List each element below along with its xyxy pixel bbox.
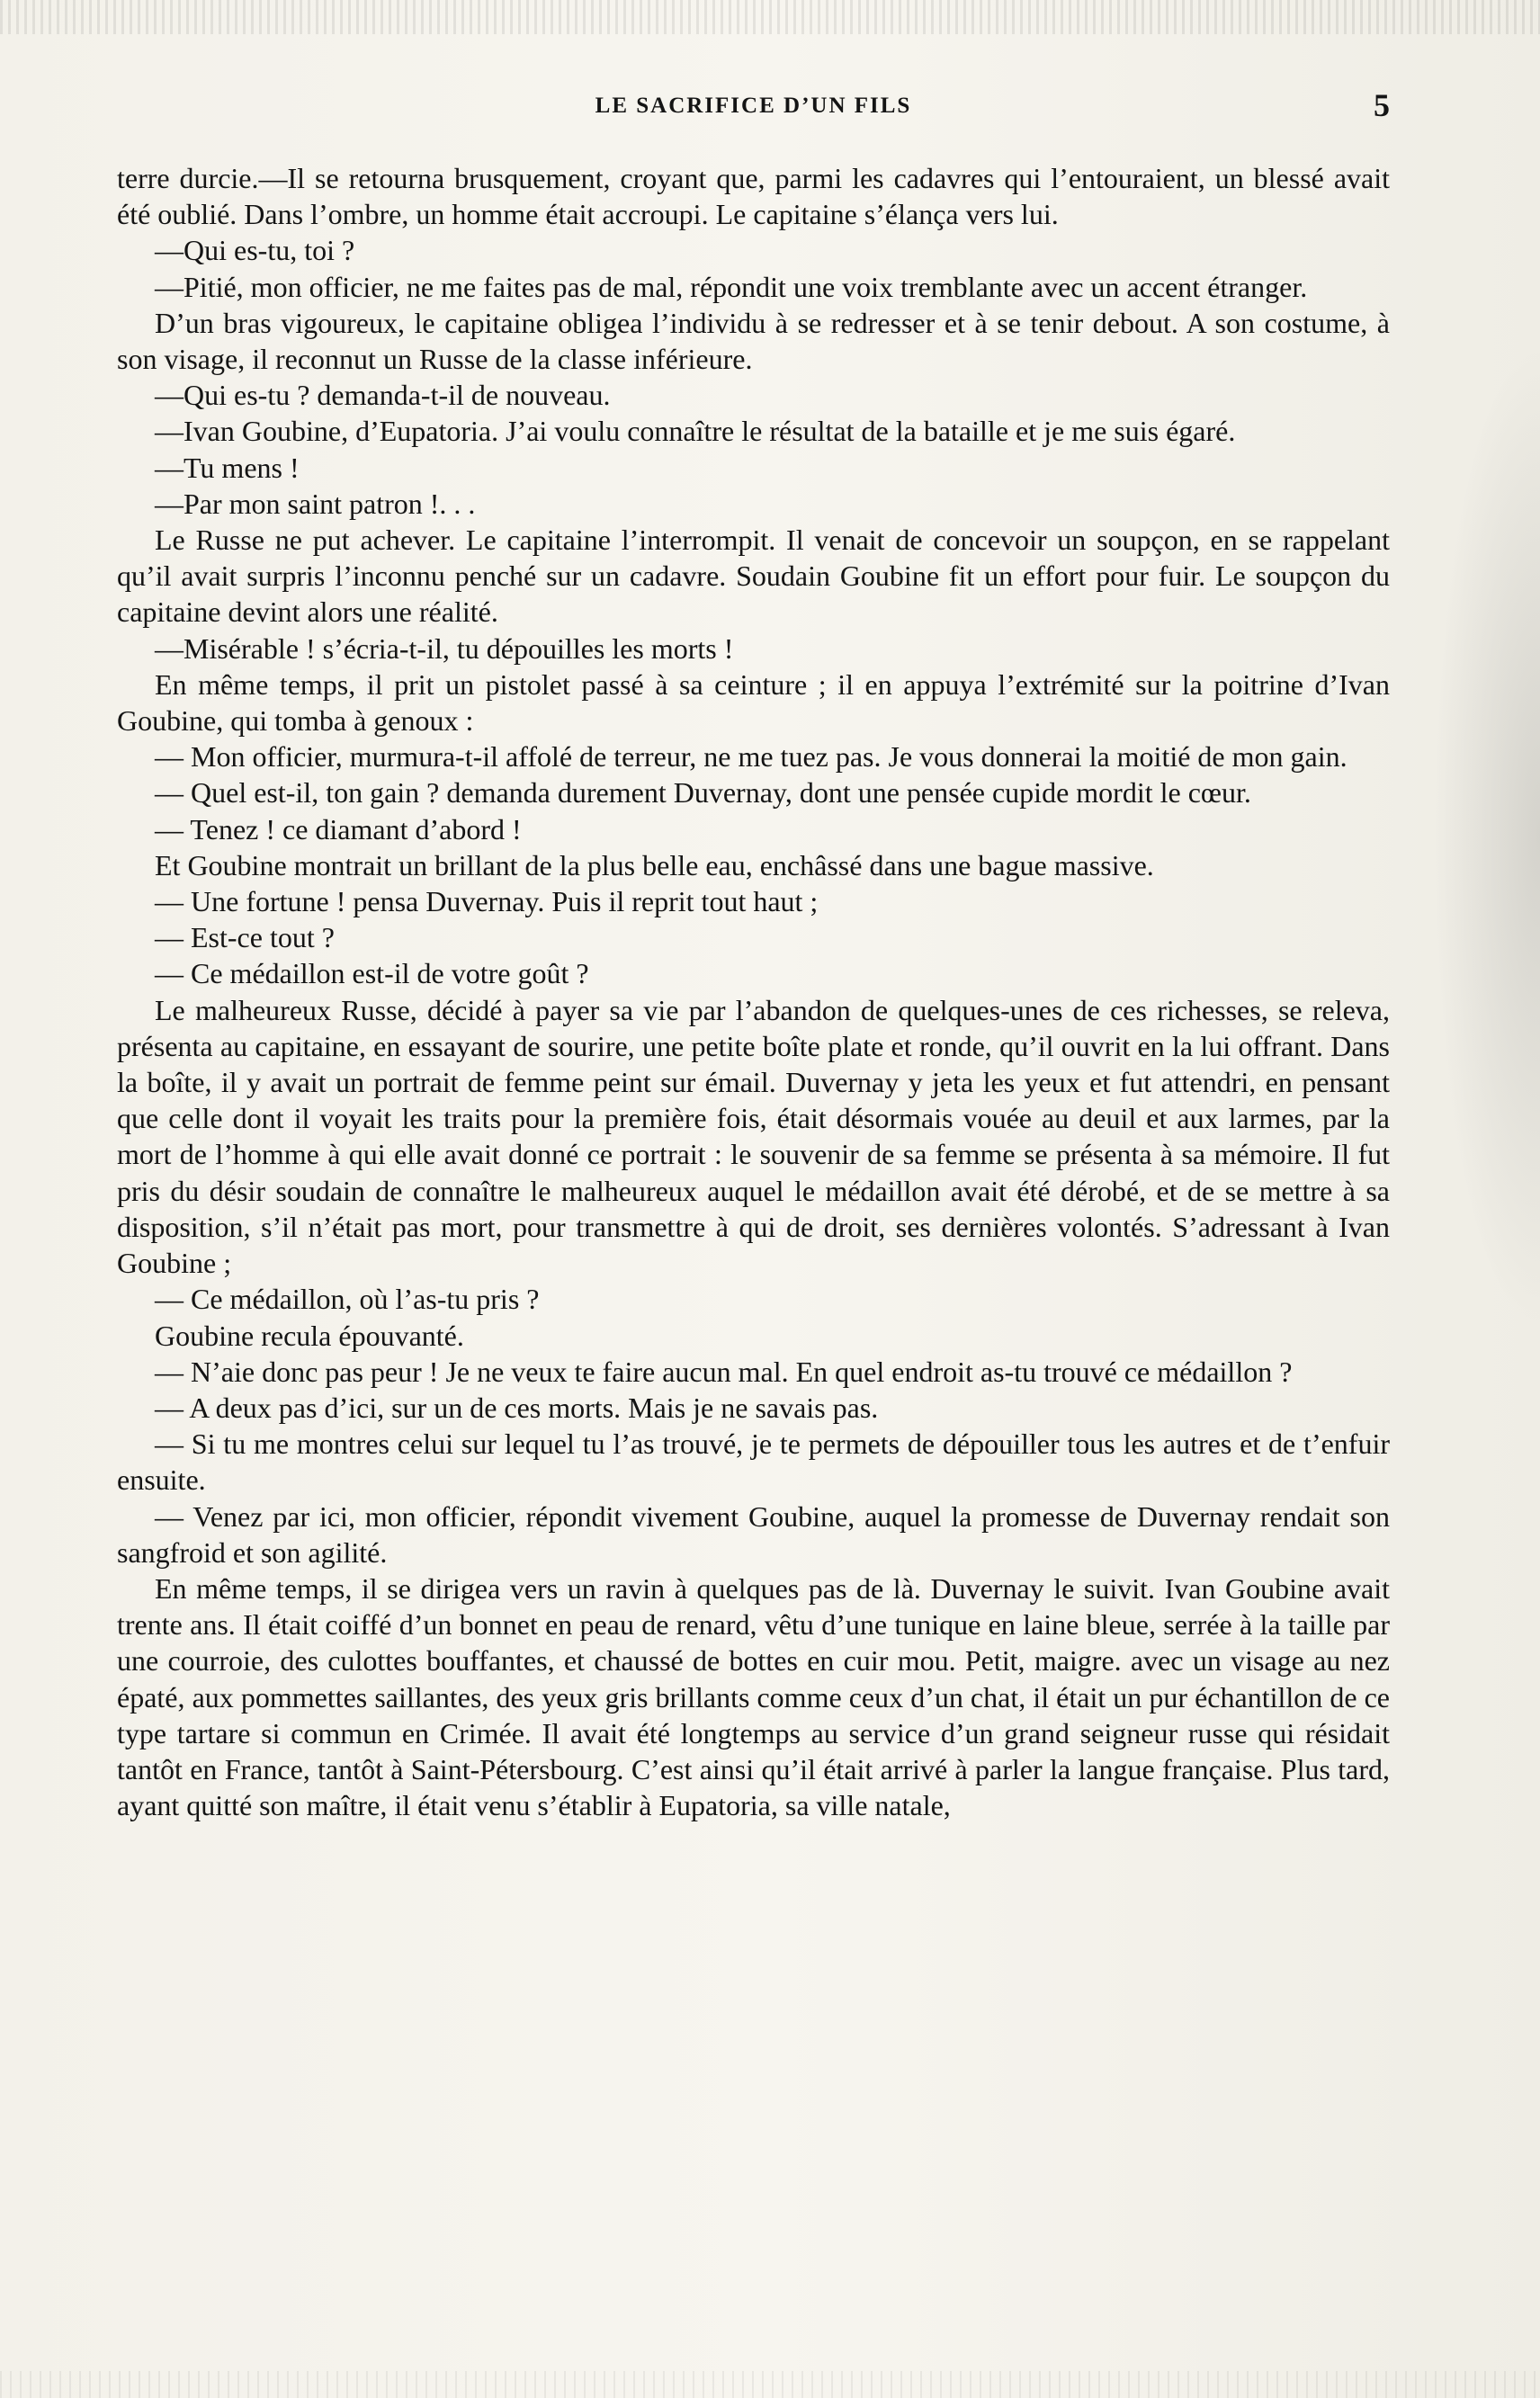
paragraph: — Si tu me montres celui sur lequel tu l’as trouvé, je te permets de dépouiller tous les autres et de t’enfuir ensuite.: [117, 1427, 1390, 1497]
paragraph: Le Russe ne put achever. Le capitaine l’interrompit. Il venait de concevoir un soupçon, en se rappelant qu’il avait surpris l’inconnu penché sur un cadavre. Soudain Goubine fit un effort pour fuir. Le soupçon du capitaine devint alors une réalité.: [117, 523, 1390, 629]
paragraph: Et Goubine montrait un brillant de la plus belle eau, enchâssé dans une bague massive.: [155, 848, 1154, 881]
page-number: 5: [1374, 87, 1390, 123]
paragraph: — Une fortune ! pensa Duvernay. Puis il reprit tout haut ;: [155, 885, 819, 918]
body-text: [117, 160, 1390, 1823]
paragraph: —Tu mens !: [155, 451, 300, 484]
paragraph: —Pitié, mon officier, ne me faites pas de mal, répondit une voix tremblante avec un accent étranger.: [155, 270, 1308, 303]
paragraph: —Misérable ! s’écria-t-il, tu dépouilles les morts !: [155, 631, 734, 665]
paragraph: En même temps, il se dirigea vers un ravin à quelques pas de là. Duvernay le suivit. Ivan Goubine avait trente ans. Il était coiffé d’un bonnet en peau de renard, vêtu d’une tunique en laine bleue, serrée à la taille par une courroie, des culottes bouffantes, et chaussé de bottes en cuir mou. Petit, maigre. avec un visage au nez épaté, aux pommettes saillantes, des yeux gris brillants comme ceux d’un chat, il était un pur échantillon de ce type tartare si commun en Crimée. Il avait été longtemps au service d’un grand seigneur russe qui résidait tantôt en France, tantôt à Saint-Pétersbourg. C’est ainsi qu’il était arrivé à parler la langue française. Plus tard, ayant quitté son maître, il était venu s’établir à Eupatoria, sa ville natale,: [117, 1571, 1390, 1822]
paragraph: — Ce médaillon est-il de votre goût ?: [155, 957, 589, 990]
paragraph: terre durcie.—Il se retourna brusquement, croyant que, parmi les cadavres qui l’entouraient, un blessé avait été oublié. Dans l’ombre, un homme était accroupi. Le capitaine s’élança vers lui.: [117, 162, 1390, 231]
paragraph: — Quel est-il, ton gain ? demanda durement Duvernay, dont une pensée cupide mordit le cœur.: [155, 776, 1251, 810]
running-title: LE SACRIFICE D’UN FILS: [595, 94, 912, 118]
paragraph: Le malheureux Russe, décidé à payer sa vie par l’abandon de quelques-unes de ces richesses, se releva, présenta au capitaine, en essayant de sourire, une petite boîte plate et ronde, qu’il ouvrit en la lui offrant. Dans la boîte, il y avait un portrait de femme peint sur émail. Duvernay y jeta les yeux et fut attendri, en pensant que celle dont il voyait les traits pour la première fois, était désormais vouée au deuil et aux larmes, par la mort de l’homme à qui elle avait donné ce portrait : le souvenir de sa femme se présenta à sa mémoire. Il fut pris du désir soudain de connaître le malheureux auquel le médaillon avait été dérobé, et de se mettre à sa disposition, s’il n’était pas mort, pour transmettre à qui de droit, ses dernières volontés. S’adressant à Ivan Goubine ;: [117, 993, 1390, 1280]
paragraph: Goubine recula épouvanté.: [155, 1319, 464, 1352]
paragraph: —Qui es-tu, toi ?: [155, 234, 355, 267]
paragraph: — Ce médaillon, où l’as-tu pris ?: [155, 1283, 540, 1316]
paragraph: — Venez par ici, mon officier, répondit vivement Goubine, auquel la promesse de Duvernay rendait son sangfroid et son agilité.: [117, 1499, 1390, 1569]
paragraph: —Qui es-tu ? demanda-t-il de nouveau.: [155, 379, 611, 412]
paragraph: — N’aie donc pas peur ! Je ne veux te faire aucun mal. En quel endroit as-tu trouvé ce médaillon ?: [155, 1355, 1293, 1388]
page-header: [117, 86, 1390, 131]
scan-noise-right: [1432, 342, 1540, 1331]
paragraph: — Est-ce tout ?: [155, 921, 335, 954]
paragraph: — Mon officier, murmura-t-il affolé de terreur, ne me tuez pas. Je vous donnerai la moitié de mon gain.: [155, 740, 1348, 774]
paragraph: —Ivan Goubine, d’Eupatoria. J’ai voulu connaître le résultat de la bataille et je me suis égaré.: [155, 415, 1236, 448]
scan-noise-bottom: [0, 2371, 1540, 2398]
paragraph: — Tenez ! ce diamant d’abord !: [155, 812, 522, 846]
paragraph: En même temps, il prit un pistolet passé à sa ceinture ; il en appuya l’extrémité sur la poitrine d’Ivan Goubine, qui tomba à genoux :: [117, 667, 1390, 738]
scan-noise-top: [0, 0, 1540, 34]
paragraph: —Par mon saint patron !. . .: [155, 487, 476, 520]
paragraph: — A deux pas d’ici, sur un de ces morts. Mais je ne savais pas.: [155, 1391, 879, 1424]
paragraph: D’un bras vigoureux, le capitaine obligea l’individu à se redresser et à se tenir debout. A son costume, à son visage, il reconnut un Russe de la classe inférieure.: [117, 306, 1390, 376]
